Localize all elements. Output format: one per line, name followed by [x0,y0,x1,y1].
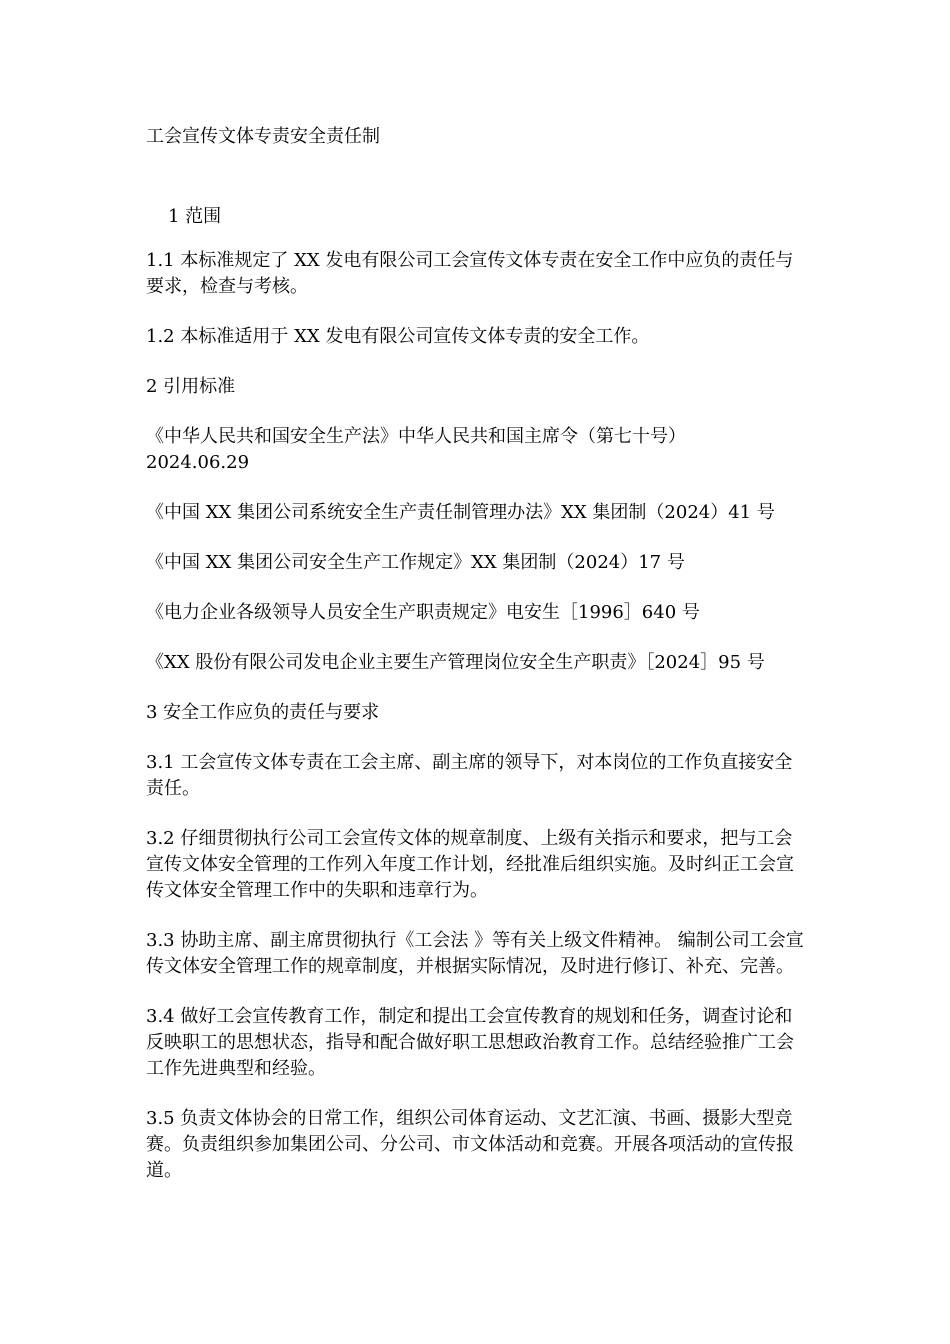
document-title: 工会宣传文体专责安全责任制 [146,126,380,147]
reference-item: 《电力企业各级领导人员安全生产职责规定》电安生［1996］640 号 [146,602,700,623]
reference-item: 《XX 股份有限公司发电企业主要生产管理岗位安全生产职责》［2024］95 号 [146,652,765,673]
paragraph-1-1: 1.1 本标准规定了 XX 发电有限公司工会宣传文体专责在安全工作中应负的责任与要求，检查与考核。 [146,250,794,297]
paragraph-1-2: 1.2 本标准适用于 XX 发电有限公司宣传文体专责的安全工作。 [146,326,650,347]
reference-item: 《中华人民共和国安全生产法》中华人民共和国主席令（第七十号）2024.06.29 [146,426,686,473]
document-page [146,124,808,1208]
paragraph-3-2: 3.2 仔细贯彻执行公司工会宣传文体的规章制度、上级有关指示和要求，把与工会宣传文体安全管理的工作列入年度工作计划，经批准后组织实施。及时纠正工会宣传文体安全管理工作中的失职和违章行为。 [146,828,794,901]
reference-item: 《中国 XX 集团公司安全生产工作规定》XX 集团制（2024）17 号 [146,552,685,573]
paragraph-3-1: 3.1 工会宣传文体专责在工会主席、副主席的领导下，对本岗位的工作负直接安全责任。 [146,752,793,799]
section-heading-responsibilities: 3 安全工作应负的责任与要求 [146,702,380,723]
section-heading-scope: 1 范围 [168,206,222,227]
section-heading-references: 2 引用标准 [146,376,236,397]
reference-item: 《中国 XX 集团公司系统安全生产责任制管理办法》XX 集团制（2024）41 号 [146,502,775,523]
paragraph-3-5: 3.5 负责文体协会的日常工作，组织公司体育运动、文艺汇演、书画、摄影大型竞赛。负责组织参加集团公司、分公司、市文体活动和竞赛。开展各项活动的宣传报道。 [146,1108,794,1181]
paragraph-3-4: 3.4 做好工会宣传教育工作，制定和提出工会宣传教育的规划和任务，调查讨论和反映职工的思想状态，指导和配合做好职工思想政治教育工作。总结经验推广工会工作先进典型和经验。 [146,1006,794,1079]
paragraph-3-3: 3.3 协助主席、副主席贯彻执行《工会法 》等有关上级文件精神。 编制公司工会宣传文体安全管理工作的规章制度，并根据实际情况，及时进行修订、补充、完善。 [146,930,804,977]
